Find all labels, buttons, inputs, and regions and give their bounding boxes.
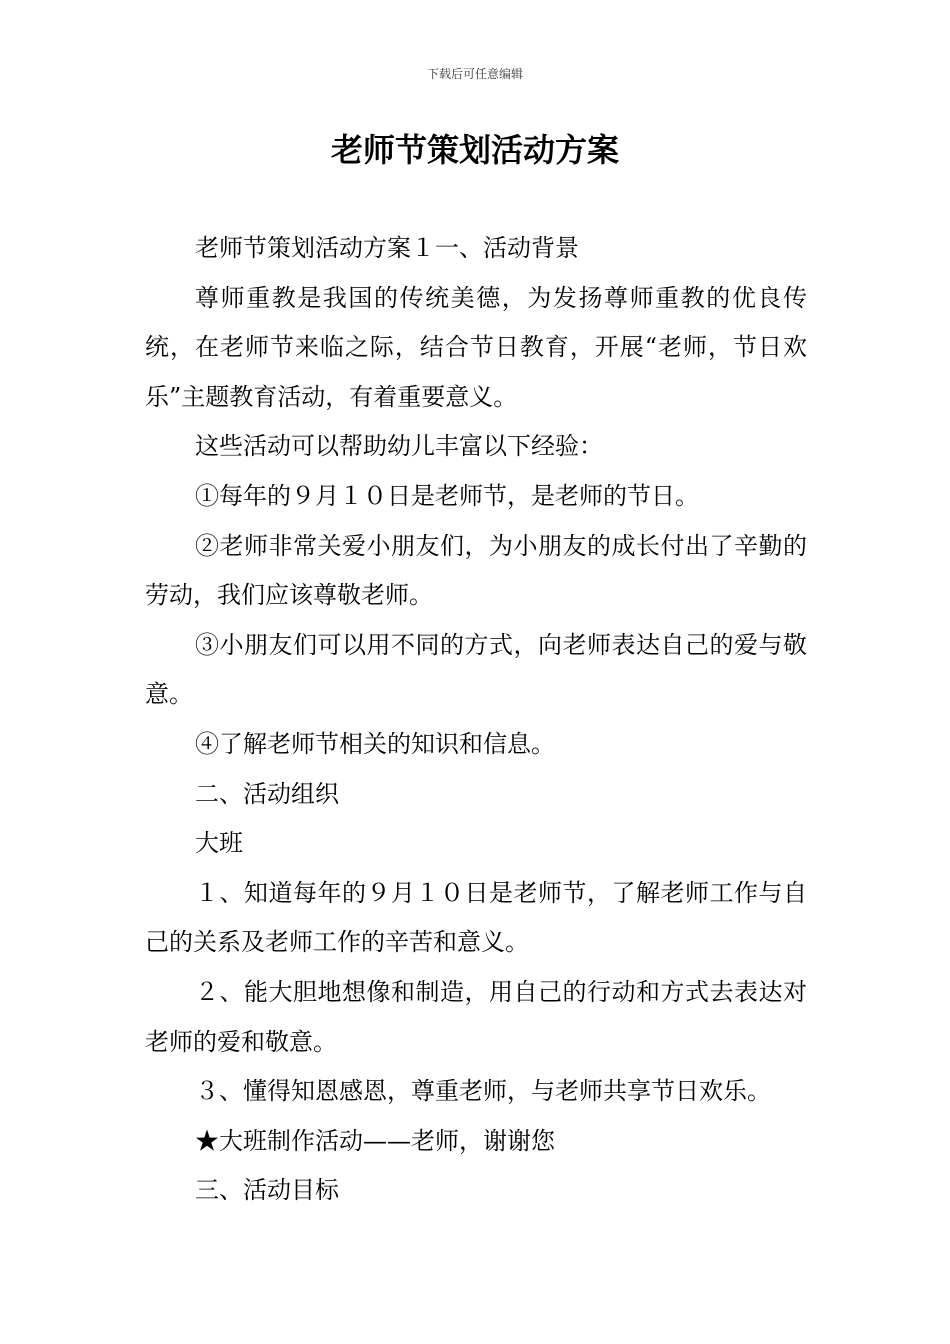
paragraph: ②老师非常关爱小朋友们，为小朋友的成长付出了辛勤的劳动，我们应该尊敬老师。: [145, 531, 807, 610]
document-title: 老师节策划活动方案: [330, 131, 619, 169]
section-heading: 二、活动组织: [195, 779, 339, 808]
paragraph: 尊师重教是我国的传统美德，为发扬尊师重教的优良传统，在老师节来临之际，结合节日教育，开展“老师，节日欢乐”主题教育活动，有着重要意义。: [145, 283, 807, 411]
document-body: [145, 224, 807, 1216]
paragraph: ★大班制作活动——老师，谢谢您: [195, 1126, 555, 1155]
paragraph: ２、能大胆地想像和制造，用自己的行动和方式去表达对老师的爱和敬意。: [145, 977, 807, 1056]
paragraph: ３、懂得知恩感恩，尊重老师，与老师共享节日欢乐。: [195, 1077, 771, 1106]
section-heading: 三、活动目标: [195, 1176, 339, 1205]
paragraph: 老师节策划活动方案１一、活动背景: [195, 234, 579, 262]
paragraph: 这些活动可以帮助幼儿丰富以下经验：: [195, 432, 603, 461]
paragraph: 大班: [195, 829, 243, 858]
header-note: 下载后可任意编辑: [426, 67, 523, 81]
paragraph: ③小朋友们可以用不同的方式，向老师表达自己的爱与敬意。: [145, 630, 807, 709]
paragraph: ④了解老师节相关的知识和信息。: [195, 729, 555, 758]
paragraph: １、知道每年的９月１０日是老师节，了解老师工作与自己的关系及老师工作的辛苦和意义。: [145, 878, 807, 957]
paragraph: ①每年的９月１０日是老师节，是老师的节日。: [195, 481, 699, 510]
